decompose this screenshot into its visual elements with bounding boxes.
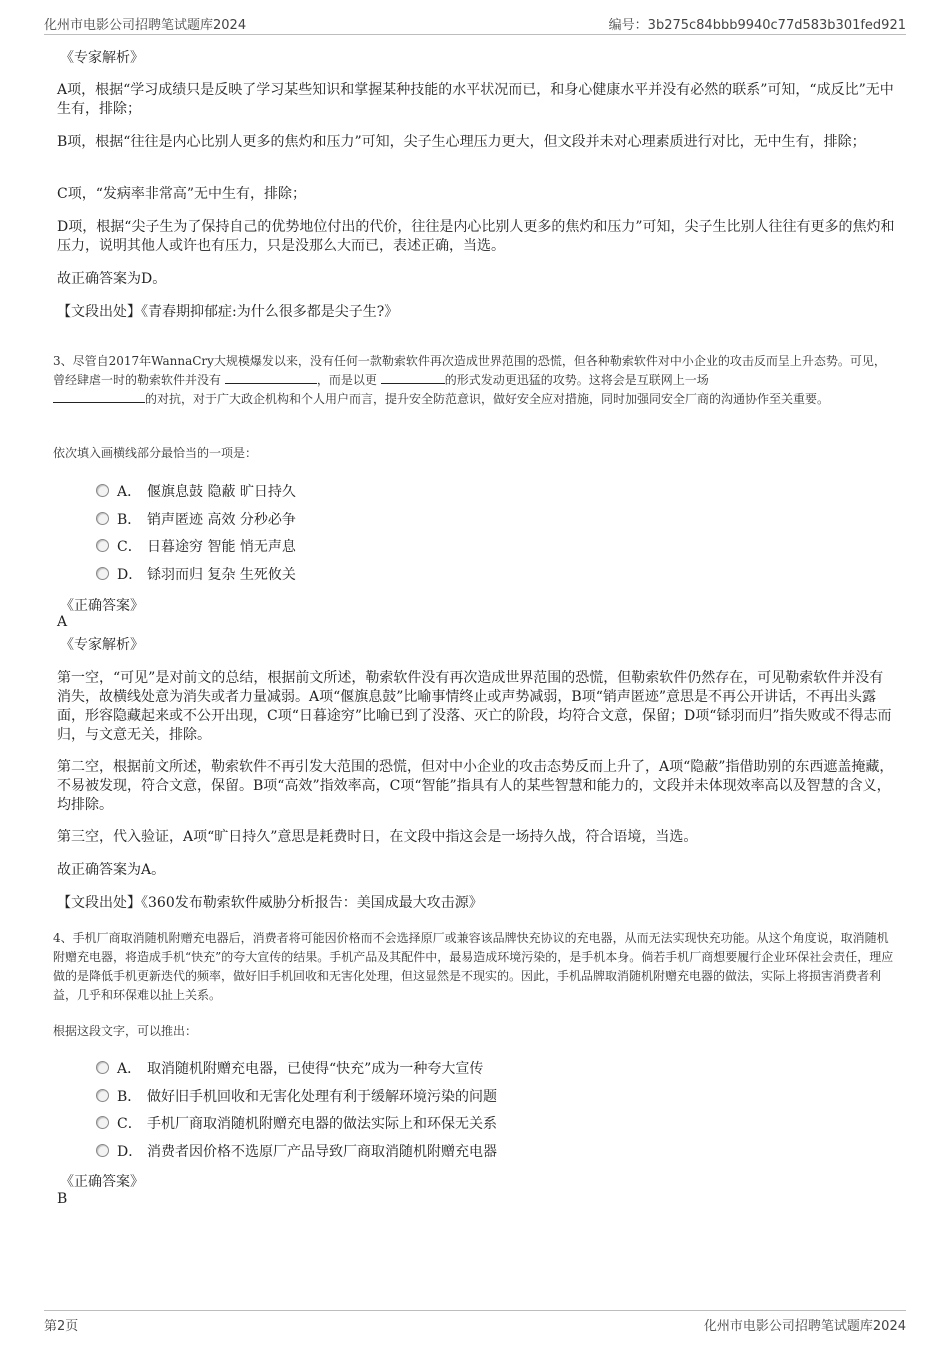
option-d[interactable]: D． 消费者因价格不选原厂产品导致厂商取消随机附赠充电器: [96, 1142, 497, 1162]
option-c[interactable]: C． 手机厂商取消随机附赠充电器的做法实际上和环保无关系: [96, 1114, 497, 1134]
final-answer: 故正确答案为A。: [57, 862, 166, 878]
source-citation: 【文段出处】《青春期抑郁症:为什么很多都是尖子生?》: [57, 304, 399, 320]
radio-icon[interactable]: [96, 512, 109, 525]
source-citation: 【文段出处】《360发布勒索软件威胁分析报告：美国成最大攻击源》: [57, 895, 483, 911]
radio-icon[interactable]: [96, 1089, 109, 1102]
option-b[interactable]: B． 销声匿迹 高效 分秒必争: [96, 510, 296, 530]
page-header: [44, 14, 906, 35]
blank-2[interactable]: [381, 371, 445, 384]
radio-icon[interactable]: [96, 484, 109, 497]
radio-icon[interactable]: [96, 1061, 109, 1074]
radio-icon[interactable]: [96, 1116, 109, 1129]
radio-icon[interactable]: [96, 567, 109, 580]
option-b[interactable]: B． 做好旧手机回收和无害化处理有利于缓解环境污染的问题: [96, 1087, 497, 1107]
option-a[interactable]: A． 取消随机附赠充电器，已使得“快充”成为一种夸大宣传: [96, 1059, 483, 1079]
analysis-paragraph: A项，根据“学习成绩只是反映了学习某些知识和掌握某种技能的水平状况而已，和身心健康水平并没有必然的联系”可知，“成反比”无中生有，排除；: [57, 82, 894, 117]
header-doc-id: 编号：3b275c84bbb9940c77d583b301fed921: [608, 18, 906, 33]
correct-answer: B: [57, 1191, 68, 1207]
option-d[interactable]: D． 铩羽而归 复杂 生死攸关: [96, 565, 296, 585]
page-number: 第2页: [44, 1319, 79, 1334]
analysis-paragraph: 第二空，根据前文所述，勒索软件不再引发大范围的恐慌，但对中小企业的攻击态势反而上升了，A项“隐蔽”指借助别的东西遮盖掩藏，不易被发现，符合文意，保留。B项“高效”指效率高，C项“智能”指具有人的某些智慧和能力的，文段并未体现效率高以及智慧的含义，均排除。: [57, 759, 894, 813]
option-c[interactable]: C． 日暮途穷 智能 悄无声息: [96, 537, 296, 557]
correct-answer: A: [57, 614, 68, 630]
footer-title: 化州市电影公司招聘笔试题库2024: [703, 1319, 906, 1334]
correct-answer-label: 《正确答案》: [60, 598, 144, 614]
question-3-prompt: 依次填入画横线部分最恰当的一项是：: [53, 446, 258, 460]
analysis-paragraph: C项，“发病率非常高”无中生有，排除；: [57, 186, 307, 202]
analysis-paragraph: B项，根据“往往是内心比别人更多的焦灼和压力”可知，尖子生心理压力更大，但文段并未对心理素质进行对比，无中生有，排除；: [57, 134, 866, 150]
final-answer: 故正确答案为D。: [57, 271, 167, 287]
question-3-stem: 3、尽管自2017年WannaCry大规模爆发以来，没有任何一款勒索软件再次造成世界范围的恐慌，但各种勒索软件对中小企业的攻击反而呈上升态势。可见，曾经肆虐一时的勒索软件并没有 ，而是以更 的形式发动更迅猛的攻势。这将会是互联网上一场 的对抗，对于广大政企机构和个人用户而言，提升安全防范意识，做好安全应对措施，同时加强同安全厂商的沟通协作至关重要。: [53, 354, 886, 406]
correct-answer-label: 《正确答案》: [60, 1174, 144, 1190]
question-4-stem: 4、手机厂商取消随机附赠充电器后，消费者将可能因价格而不会选择原厂或兼容该品牌快充协议的充电器，从而无法实现快充功能。从这个角度说，取消随机附赠充电器，将造成手机“快充”的夸大宣传的结果。手机产品及其配件中，最易造成环境污染的，是手机本身。倘若手机厂商想要履行企业环保社会责任，理应做的是降低手机更新迭代的频率，做好旧手机回收和无害化处理，但这显然是不现实的。因此，手机品牌取消随机附赠充电器的做法，实际上将损害消费者利益，几乎和环保难以扯上关系。: [53, 931, 894, 1002]
header-title: 化州市电影公司招聘笔试题库2024: [44, 18, 247, 33]
analysis-label: 《专家解析》: [60, 50, 144, 66]
blank-3[interactable]: [53, 390, 145, 403]
option-a[interactable]: A． 偃旗息鼓 隐蔽 旷日持久: [96, 482, 296, 502]
radio-icon[interactable]: [96, 539, 109, 552]
analysis-paragraph: 第三空，代入验证，A项“旷日持久”意思是耗费时日，在文段中指这会是一场持久战，符合语境，当选。: [57, 829, 698, 845]
analysis-paragraph: 第一空，“可见”是对前文的总结，根据前文所述，勒索软件没有再次造成世界范围的恐慌，但勒索软件仍然存在，可见勒索软件并没有消失，故横线处意为消失或者力量减弱。A项“偃旗息鼓”比喻事情终止或声势减弱，B项“销声匿迹”意思是不再公开讲话，不再出头露面，形容隐藏起来或不公开出现，C项“日暮途穷”比喻已到了没落、灭亡的阶段，均符合文意，保留；D项“铩羽而归”指失败或不得志而归，与文意无关，排除。: [57, 670, 892, 743]
page-footer: [44, 1310, 906, 1333]
blank-1[interactable]: [225, 371, 317, 384]
radio-icon[interactable]: [96, 1144, 109, 1157]
question-4-prompt: 根据这段文字，可以推出：: [53, 1024, 198, 1038]
analysis-paragraph: D项，根据“尖子生为了保持自己的优势地位付出的代价，往往是内心比别人更多的焦灼和压力”可知，尖子生比别人往往有更多的焦灼和压力，说明其他人或许也有压力，只是没那么大而已，表述正确，当选。: [57, 219, 895, 254]
analysis-label: 《专家解析》: [60, 637, 144, 653]
